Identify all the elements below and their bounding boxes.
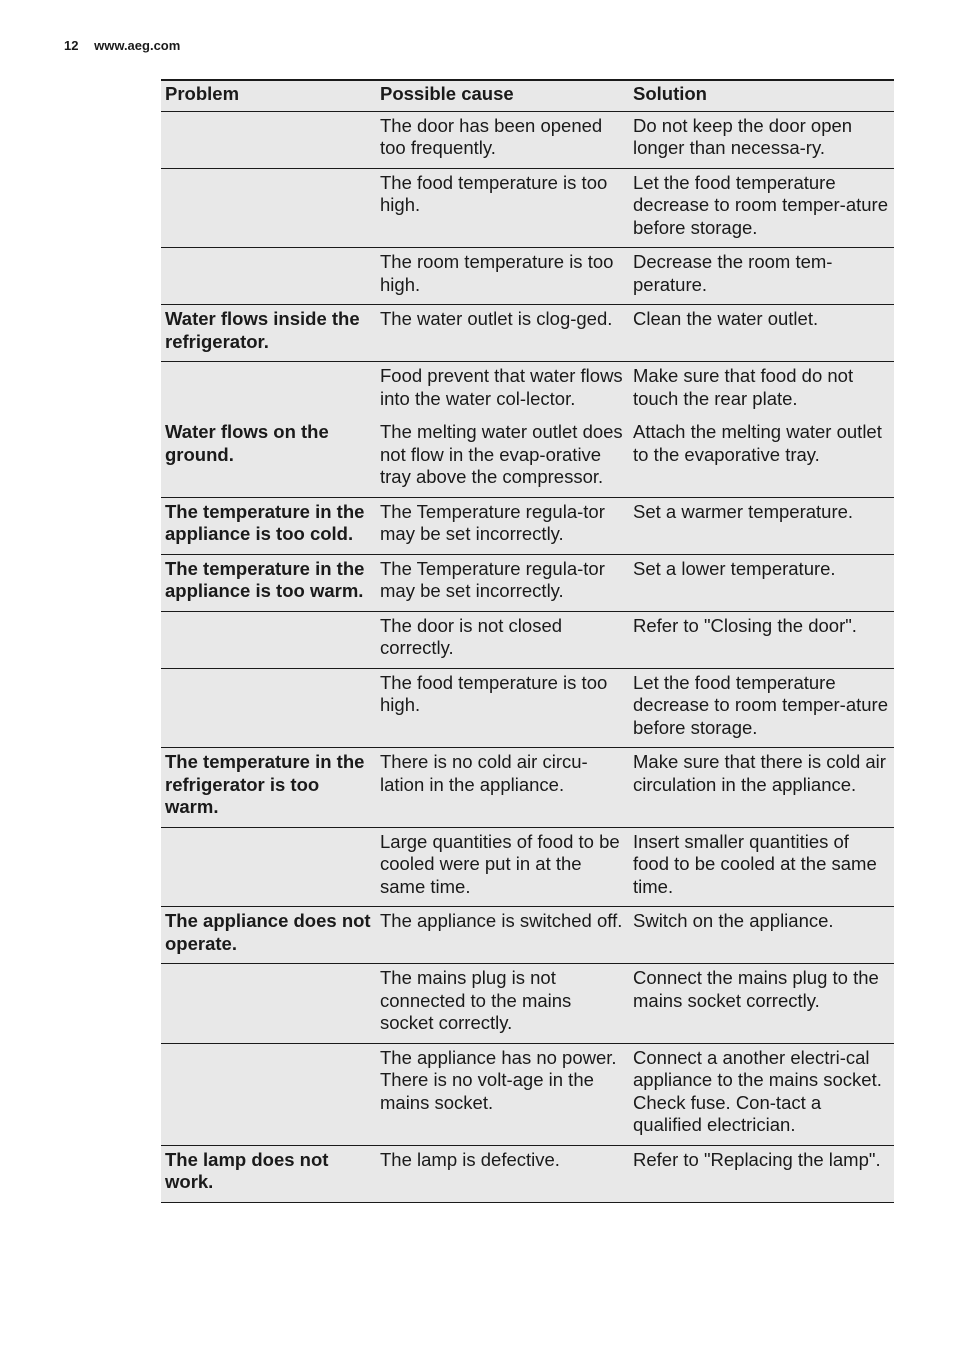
problem-cell: [161, 1043, 380, 1145]
table-row: [161, 111, 894, 168]
problem-cell: Water flows on the ground.: [161, 418, 380, 497]
table-row: [161, 168, 894, 248]
table-row: [161, 1043, 894, 1145]
column-header-solution: Solution: [633, 80, 894, 111]
cause-cell: The lamp is defective.: [380, 1145, 633, 1202]
table-row: [161, 1145, 894, 1202]
solution-cell: Refer to "Replacing the lamp".: [633, 1145, 894, 1202]
cause-cell: The door is not closed correctly.: [380, 611, 633, 668]
cause-cell: The food temperature is too high.: [380, 168, 633, 248]
cause-cell: The food temperature is too high.: [380, 668, 633, 748]
solution-cell: Insert smaller quantities of food to be cooled at the same time.: [633, 827, 894, 907]
solution-cell: Refer to "Closing the door".: [633, 611, 894, 668]
solution-cell: Set a warmer temperature.: [633, 497, 894, 554]
table-row: [161, 305, 894, 362]
solution-cell: Connect a another electri-cal appliance to the mains socket. Check fuse. Con-tact a qualified electrician.: [633, 1043, 894, 1145]
cause-cell: The appliance has no power. There is no volt-age in the mains socket.: [380, 1043, 633, 1145]
site-url: www.aeg.com: [94, 38, 181, 53]
cause-cell: There is no cold air circu-lation in the appliance.: [380, 748, 633, 828]
problem-cell: The temperature in the appliance is too cold.: [161, 497, 380, 554]
problem-cell: [161, 362, 380, 419]
problem-cell: [161, 668, 380, 748]
page-number: 12: [64, 38, 79, 53]
troubleshooting-table: [161, 79, 894, 1203]
cause-cell: The Temperature regula-tor may be set incorrectly.: [380, 497, 633, 554]
table-row: [161, 611, 894, 668]
table-row: [161, 418, 894, 497]
cause-cell: Large quantities of food to be cooled were put in at the same time.: [380, 827, 633, 907]
problem-cell: The temperature in the refrigerator is too warm.: [161, 748, 380, 828]
cause-cell: The appliance is switched off.: [380, 907, 633, 964]
solution-cell: Decrease the room tem-perature.: [633, 248, 894, 305]
cause-cell: The room temperature is too high.: [380, 248, 633, 305]
problem-cell: [161, 611, 380, 668]
table-row: [161, 964, 894, 1044]
problem-cell: [161, 827, 380, 907]
problem-cell: [161, 168, 380, 248]
table-header-row: [161, 80, 894, 111]
problem-cell: [161, 248, 380, 305]
solution-cell: Attach the melting water outlet to the evaporative tray.: [633, 418, 894, 497]
table-row: [161, 362, 894, 419]
solution-cell: Let the food temperature decrease to room temper-ature before storage.: [633, 168, 894, 248]
solution-cell: Clean the water outlet.: [633, 305, 894, 362]
solution-cell: Make sure that food do not touch the rear plate.: [633, 362, 894, 419]
solution-cell: Switch on the appliance.: [633, 907, 894, 964]
table-row: [161, 827, 894, 907]
solution-cell: Make sure that there is cold air circulation in the appliance.: [633, 748, 894, 828]
table-row: [161, 907, 894, 964]
cause-cell: The door has been opened too frequently.: [380, 111, 633, 168]
table-body: [161, 111, 894, 1202]
table-row: [161, 554, 894, 611]
cause-cell: Food prevent that water flows into the water col-lector.: [380, 362, 633, 419]
cause-cell: The Temperature regula-tor may be set incorrectly.: [380, 554, 633, 611]
cause-cell: The mains plug is not connected to the mains socket correctly.: [380, 964, 633, 1044]
problem-cell: [161, 111, 380, 168]
table-row: [161, 497, 894, 554]
page-header: [64, 38, 180, 53]
table-row: [161, 668, 894, 748]
table-row: [161, 748, 894, 828]
cause-cell: The water outlet is clog-ged.: [380, 305, 633, 362]
problem-cell: The lamp does not work.: [161, 1145, 380, 1202]
solution-cell: Set a lower temperature.: [633, 554, 894, 611]
solution-cell: Connect the mains plug to the mains socket correctly.: [633, 964, 894, 1044]
solution-cell: Do not keep the door open longer than necessa-ry.: [633, 111, 894, 168]
problem-cell: The temperature in the appliance is too warm.: [161, 554, 380, 611]
column-header-problem: Problem: [161, 80, 380, 111]
problem-cell: [161, 964, 380, 1044]
problem-cell: The appliance does not operate.: [161, 907, 380, 964]
problem-cell: Water flows inside the refrigerator.: [161, 305, 380, 362]
table-row: [161, 248, 894, 305]
cause-cell: The melting water outlet does not flow in the evap-orative tray above the compressor.: [380, 418, 633, 497]
column-header-cause: Possible cause: [380, 80, 633, 111]
solution-cell: Let the food temperature decrease to room temper-ature before storage.: [633, 668, 894, 748]
